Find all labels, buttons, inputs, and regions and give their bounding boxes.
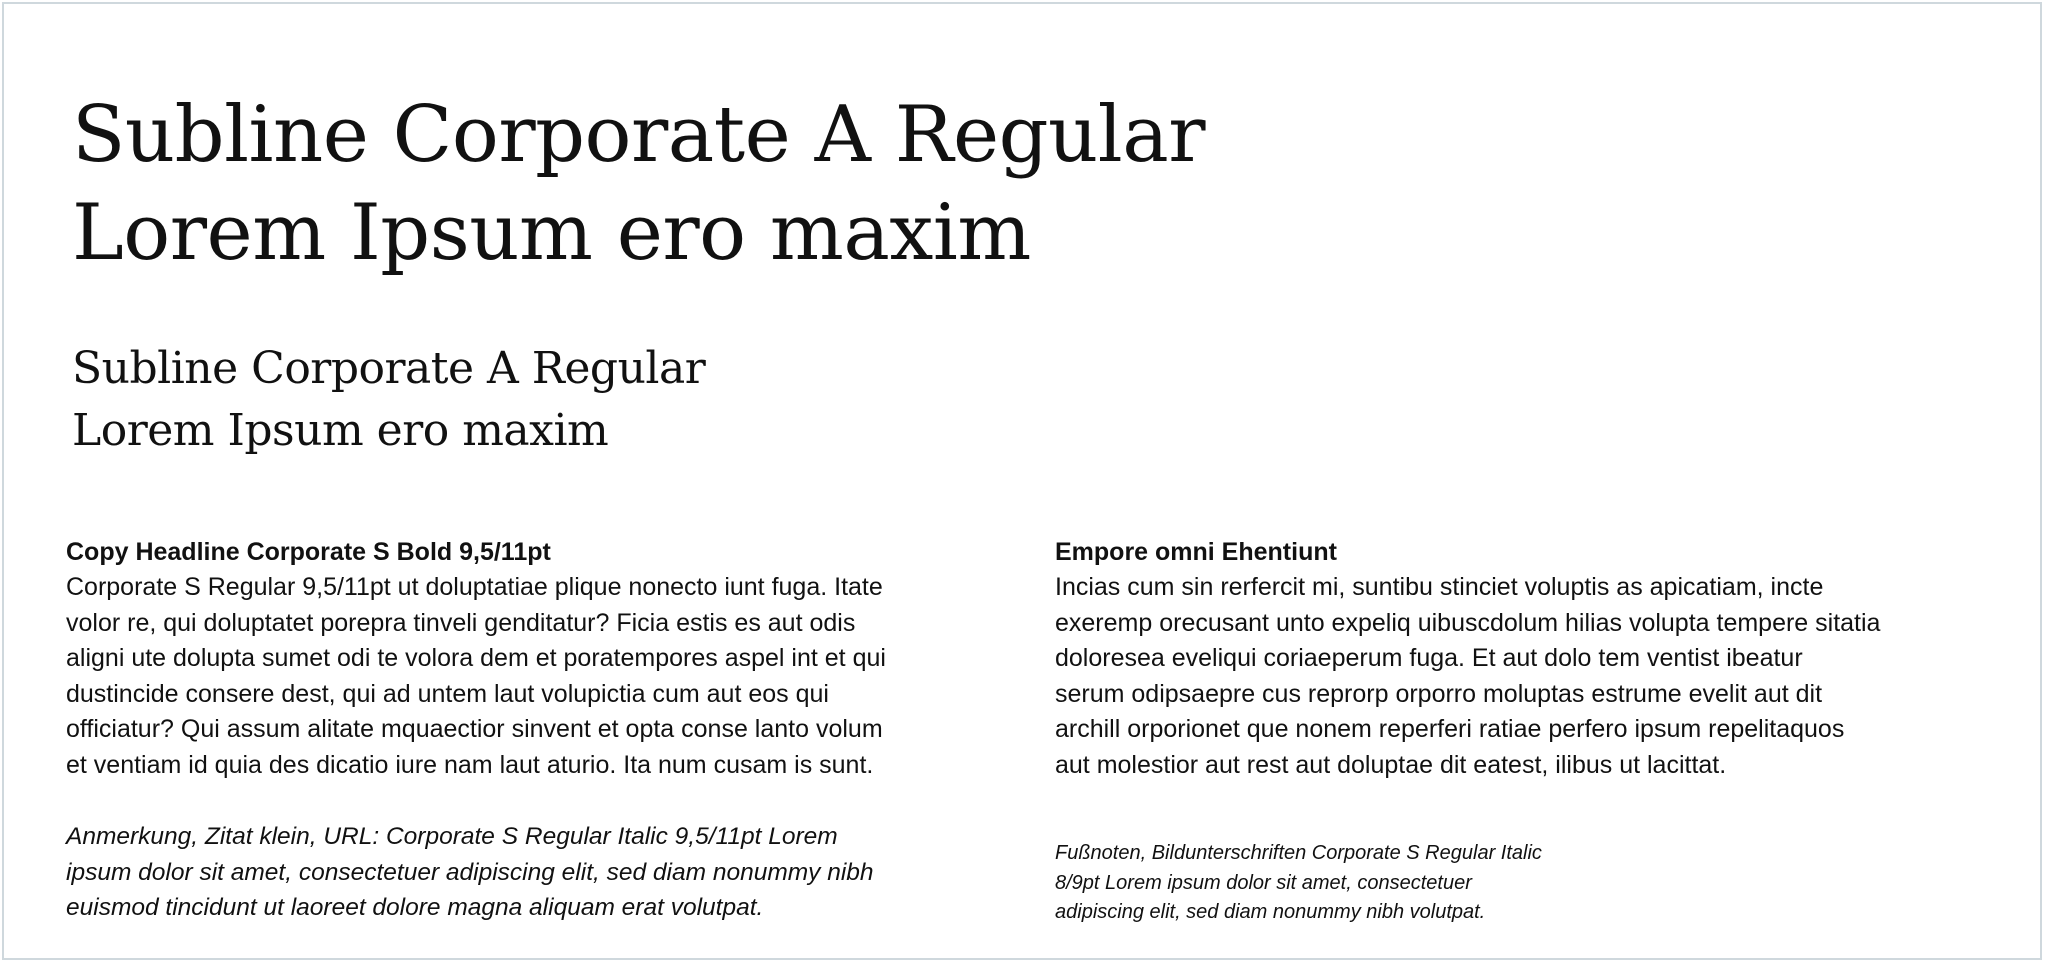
right-copy-heading: Empore omni Ehentiunt (1055, 538, 1337, 566)
right-body-line: Incias cum sin rerfercit mi, suntibu stinciet voluptis as apicatiam, incte (1055, 573, 1824, 601)
right-footnote (1055, 839, 1542, 928)
left-body-line: aligni ute dolupta sumet odi te volora dem et poratempores aspel int et qui (66, 644, 886, 672)
left-body-line: officiatur? Qui assum alitate mquaectior sinvent et opta conse lanto volum (66, 715, 883, 743)
note-line: ipsum dolor sit amet, consectetuer adipiscing elit, sed diam nonummy nibh (66, 858, 874, 886)
left-copy-heading: Copy Headline Corporate S Bold 9,5/11pt (66, 538, 551, 566)
left-annotation-note (66, 819, 874, 926)
footnote-line: Fußnoten, Bildunterschriften Corporate S Regular Italic (1055, 842, 1542, 864)
headline-medium (72, 338, 705, 462)
note-line: Anmerkung, Zitat klein, URL: Corporate S Regular Italic 9,5/11pt Lorem (66, 823, 838, 850)
right-body-line: doloresea eveliqui coriaeperum fuga. Et aut dolo tem ventist ibeatur (1055, 644, 1803, 672)
headline-medium-line-1: Subline Corporate A Regular (72, 343, 706, 394)
right-body-line: exeremp orecusant unto expeliq uibuscdolum hilias volupta tempere sitatia (1055, 608, 1881, 637)
left-copy-column (66, 534, 1026, 783)
headline-medium-line-2: Lorem Ipsum ero maxim (72, 405, 609, 456)
left-body-line: dustincide consere dest, qui ad untem laut volupictia cum aut eos qui (66, 679, 829, 708)
left-body-line: Corporate S Regular 9,5/11pt ut doluptatiae plique nonecto iunt fuga. Itate (66, 573, 883, 601)
right-body-line: aut molestior aut rest aut doluptae dit eatest, ilibus ut lacittat. (1055, 750, 1727, 779)
left-copy-body (66, 570, 1026, 783)
left-body-line: volor re, qui doluptatet porepra tinveli genditatur? Ficia estis es aut odis (66, 608, 856, 637)
page-frame (2, 2, 2042, 960)
headline-large-line-1: Subline Corporate A Regular (72, 90, 1206, 180)
right-copy-column (1055, 534, 2015, 783)
headline-large-line-2: Lorem Ipsum ero maxim (72, 188, 1031, 278)
right-body-line: archill orporionet que nonem reperferi ratiae perfero ipsum repelitaquos (1055, 715, 1845, 743)
left-body-line: et ventiam id quia des dicatio iure nam laut aturio. Ita num cusam is sunt. (66, 750, 874, 779)
right-copy-body (1055, 570, 2015, 783)
headline-large (72, 86, 1205, 282)
footnote-line: adipiscing elit, sed diam nonummy nibh volutpat. (1055, 901, 1486, 923)
footnote-line: 8/9pt Lorem ipsum dolor sit amet, consectetuer (1055, 871, 1472, 894)
note-line: euismod tincidunt ut laoreet dolore magna aliquam erat volutpat. (66, 894, 764, 921)
right-body-line: serum odipsaepre cus reprorp orporro moluptas estrume evelit aut dit (1055, 679, 1823, 708)
